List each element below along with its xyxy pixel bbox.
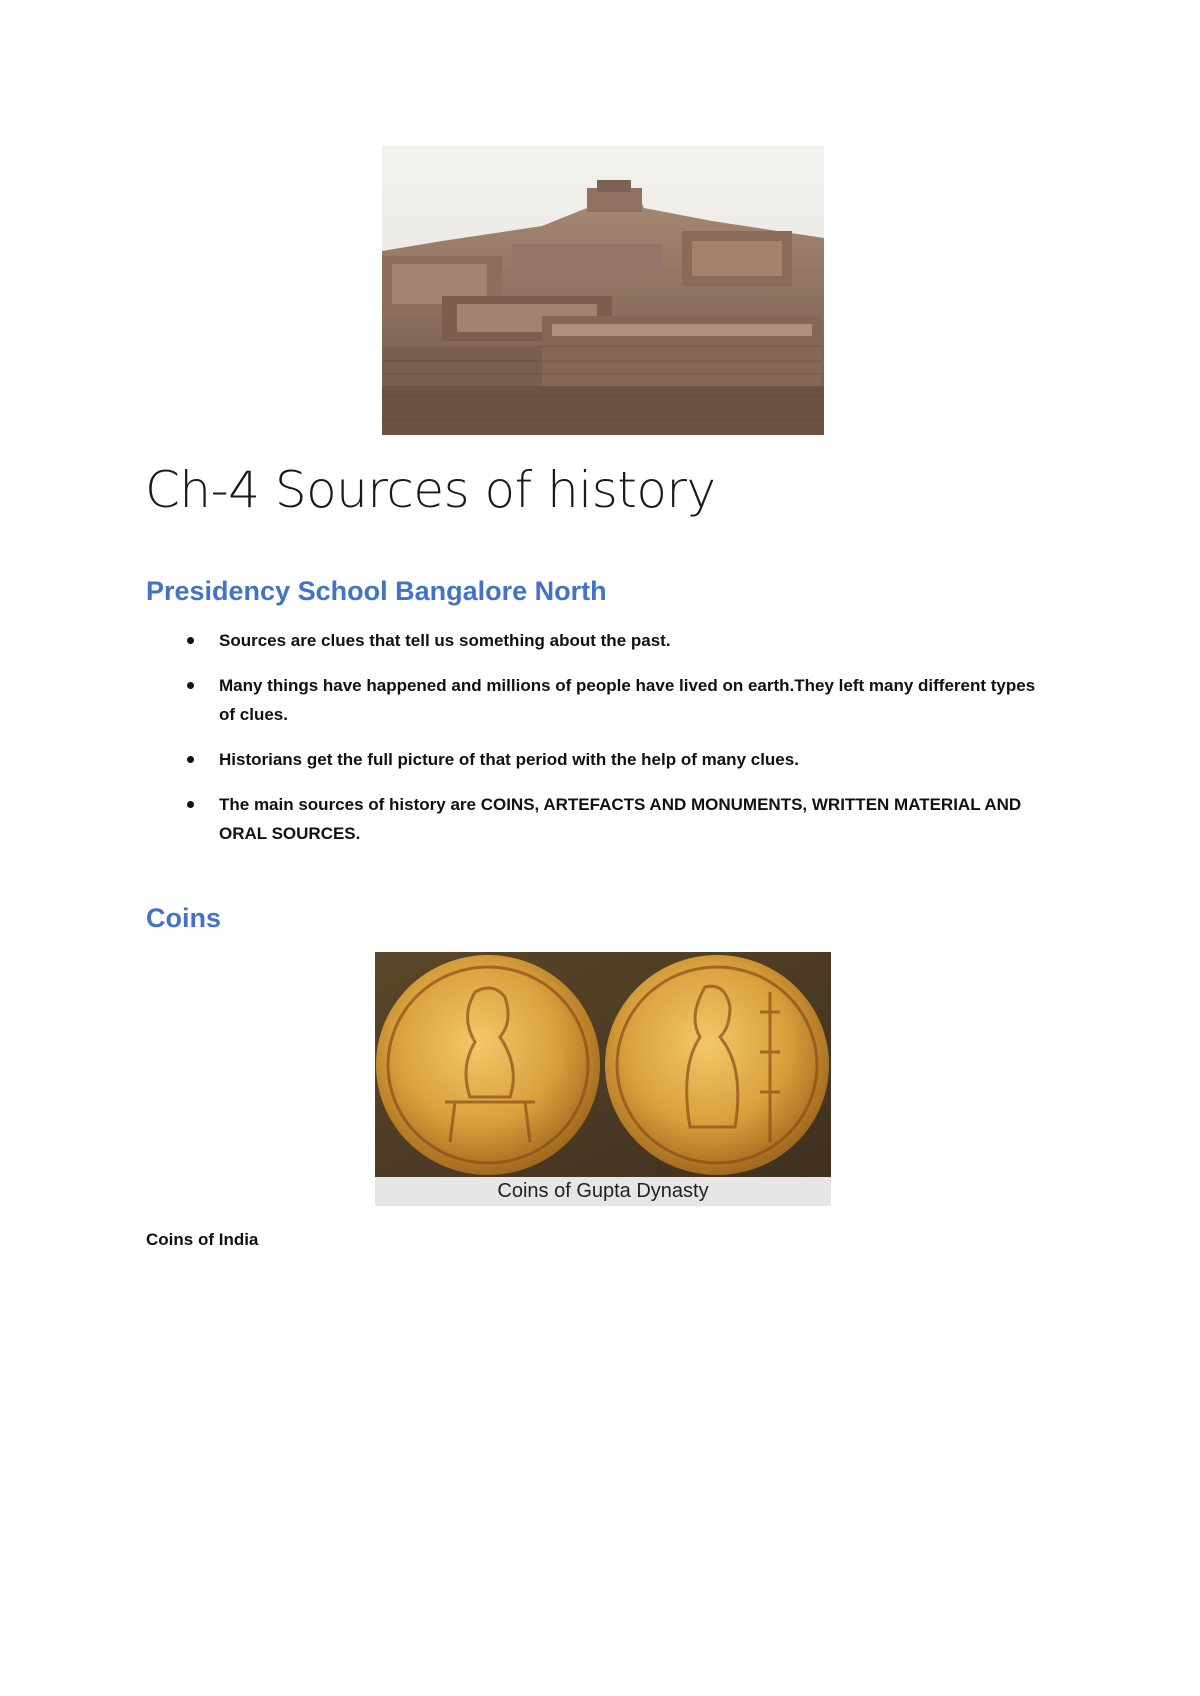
section-heading-coins: Coins: [146, 903, 222, 933]
list-item-text: Sources are clues that tell us something about the past.: [219, 631, 671, 650]
list-item-text: The main sources of history are COINS, ARTEFACTS AND MONUMENTS, WRITTEN MATERIAL AND ORAL SOURCES.: [219, 795, 1022, 843]
school-subtitle: Presidency School Bangalore North: [146, 576, 607, 606]
document-title: Ch-4 Sources of history: [145, 461, 716, 519]
bullet-icon: [187, 682, 194, 689]
list-item-text: Many things have happened and millions of people have lived on earth.They left many different types of clues.: [219, 676, 1036, 724]
coins-photo: [375, 952, 831, 1177]
list-item: [146, 671, 1046, 729]
bullet-list: [146, 626, 1046, 864]
list-item: [146, 626, 1046, 655]
bullet-icon: [187, 637, 194, 644]
list-item: [146, 745, 1046, 774]
bullet-icon: [187, 756, 194, 763]
list-item-text: Historians get the full picture of that period with the help of many clues.: [219, 750, 799, 769]
coins-note: Coins of India: [146, 1230, 259, 1249]
list-item: [146, 790, 1046, 848]
coins-image-caption: Coins of Gupta Dynasty: [497, 1180, 709, 1202]
bullet-icon: [187, 801, 194, 808]
coins-figure: [375, 952, 831, 1206]
ruins-photo: [382, 146, 824, 435]
